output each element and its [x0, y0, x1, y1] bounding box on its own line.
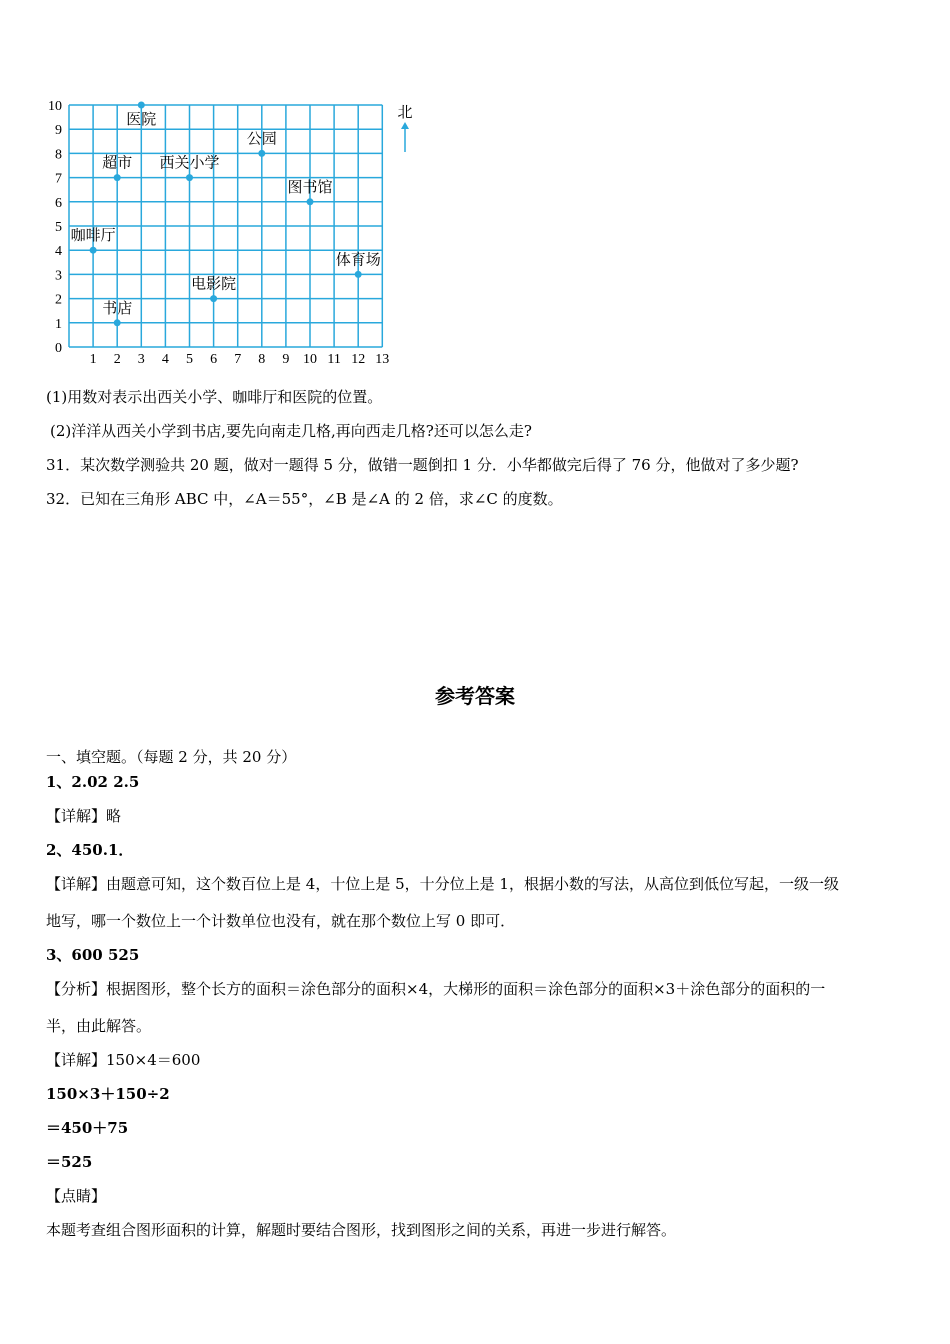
y-tick-label: 0 — [55, 341, 62, 356]
x-tick-label: 9 — [282, 352, 290, 367]
answer-line: ＝525 — [46, 1153, 93, 1171]
answer-line: 【点睛】 — [46, 1187, 107, 1205]
x-tick-label: 5 — [186, 352, 193, 367]
answer-line: 2、450.1． — [46, 841, 134, 859]
question-31: 31．某次数学测验共 20 题，做对一题得 5 分，做错一题倒扣 1 分．小华都做完后得了 76 分，他做对了多少题? — [46, 456, 799, 474]
x-tick-label: 4 — [161, 352, 169, 367]
point-label: 医院 — [126, 110, 157, 128]
x-tick-label: 6 — [210, 352, 218, 367]
question-30-part-2: (2)洋洋从西关小学到书店,要先向南走几格,再向西走几格?还可以怎么走? — [50, 422, 532, 440]
question-30-part-1: (1)用数对表示出西关小学、咖啡厅和医院的位置。 — [46, 388, 383, 406]
x-tick-label: 1 — [89, 352, 97, 367]
point-marker — [114, 174, 121, 181]
answer-line: 【详解】150×4＝600 — [46, 1051, 201, 1069]
answer-line: 【详解】由题意可知，这个数百位上是 4，十位上是 5，十分位上是 1，根据小数的写法，从高位到低位写起，一级一级 — [46, 875, 839, 893]
answers-title: 参考答案 — [435, 684, 515, 708]
answer-line: 3、600 525 — [46, 946, 140, 964]
point-marker — [114, 319, 121, 326]
answers-section-heading: 一、填空题。（每题 2 分，共 20 分） — [46, 748, 297, 766]
x-tick-label: 3 — [137, 352, 145, 367]
question-32: 32．已知在三角形 ABC 中，∠A＝55°，∠B 是∠A 的 2 倍，求∠C 的度数。 — [46, 490, 563, 508]
point-marker — [307, 198, 314, 205]
north-arrow-head-icon — [401, 122, 409, 129]
x-tick-label: 2 — [113, 352, 121, 367]
answer-line: 150×3＋150÷2 — [46, 1085, 170, 1103]
y-tick-label: 10 — [48, 99, 62, 114]
answer-line: 本题考查组合图形面积的计算，解题时要结合图形，找到图形之间的关系，再进一步进行解答。 — [46, 1221, 677, 1239]
answer-line: 【分析】根据图形，整个长方的面积＝涂色部分的面积×4，大梯形的面积＝涂色部分的面积×3＋涂色部分的面积的一 — [46, 980, 826, 998]
x-tick-label: 7 — [234, 352, 242, 367]
point-label: 咖啡厅 — [70, 226, 116, 245]
point-label: 公园 — [246, 129, 277, 148]
x-tick-label: 12 — [351, 352, 366, 367]
y-tick-label: 6 — [55, 195, 62, 211]
point-marker — [258, 150, 265, 157]
answer-line: 【详解】略 — [46, 807, 122, 825]
point-label: 超市 — [102, 153, 133, 172]
y-tick-label: 3 — [55, 268, 62, 284]
y-tick-label: 7 — [55, 171, 62, 187]
point-label: 书店 — [102, 298, 133, 317]
point-label: 体育场 — [335, 250, 381, 269]
x-tick-label: 8 — [258, 352, 266, 367]
y-tick-label: 1 — [55, 316, 62, 332]
y-tick-label: 2 — [55, 292, 62, 308]
answer-line: 地写，哪一个数位上一个计数单位也没有，就在那个数位上写 0 即可． — [46, 912, 516, 930]
north-label: 北 — [397, 103, 413, 121]
point-marker — [186, 174, 193, 181]
x-tick-label: 13 — [375, 352, 390, 367]
y-tick-label: 5 — [55, 220, 62, 235]
answer-line: 1、2.02 2.5 — [46, 773, 140, 791]
answer-line: ＝450＋75 — [46, 1119, 129, 1137]
answer-line: 半，由此解答。 — [46, 1017, 152, 1035]
point-marker — [355, 271, 362, 278]
x-tick-label: 11 — [327, 352, 341, 367]
point-marker — [138, 102, 145, 109]
x-tick-label: 10 — [303, 352, 317, 367]
point-marker — [90, 247, 97, 254]
y-tick-label: 4 — [55, 244, 62, 260]
point-label: 图书馆 — [287, 177, 333, 196]
y-tick-label: 8 — [55, 147, 62, 163]
y-tick-label: 9 — [55, 123, 62, 139]
point-marker — [210, 295, 217, 302]
point-label: 电影院 — [191, 274, 237, 293]
point-label: 西关小学 — [159, 153, 220, 172]
coordinate-grid-chart — [0, 0, 430, 375]
